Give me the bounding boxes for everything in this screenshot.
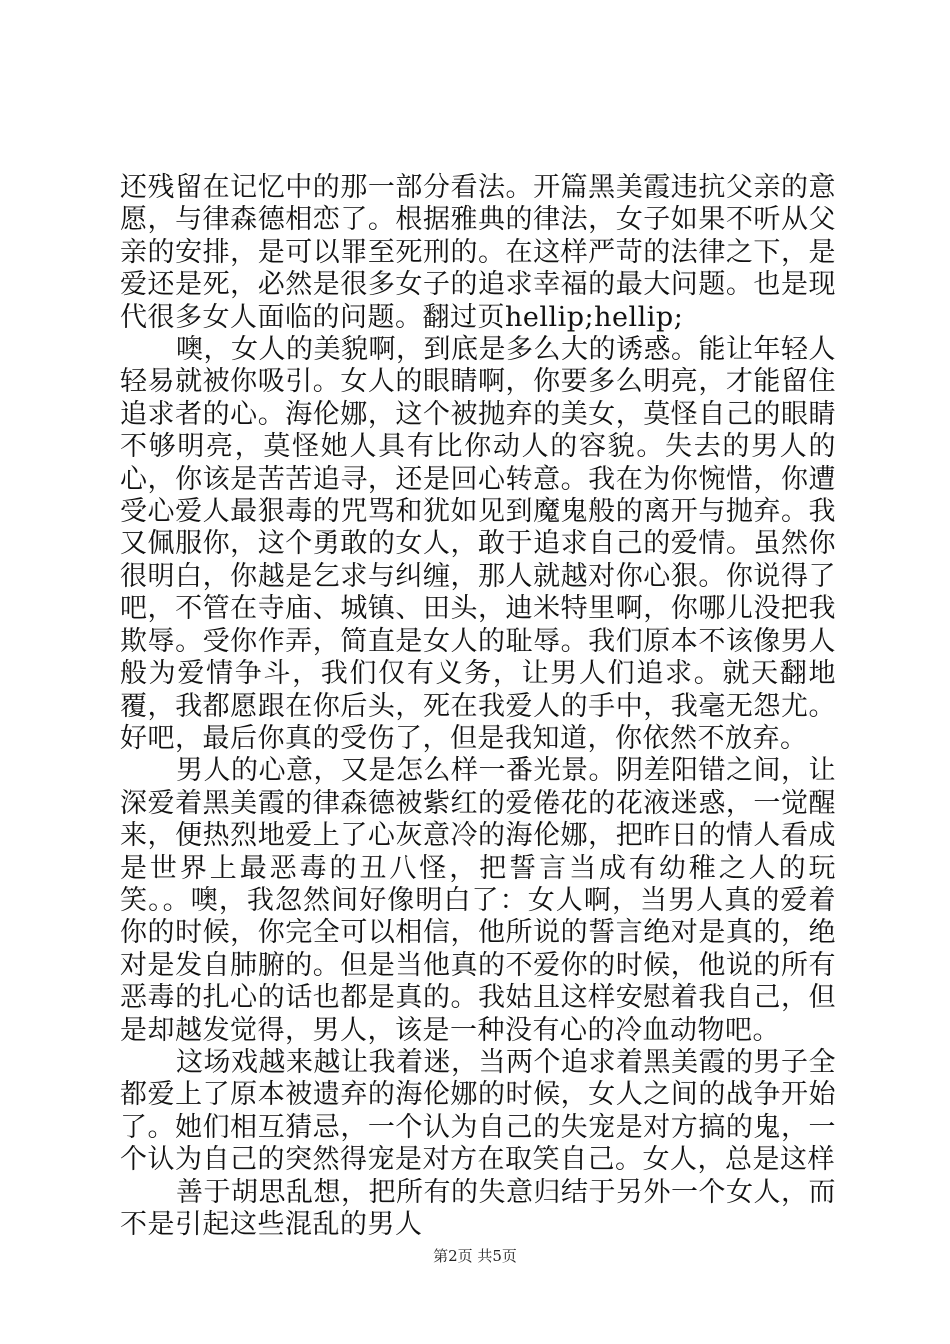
paragraph-3: 男人的心意，又是怎么样一番光景。阴差阳错之间，让深爱着黑美霞的律森德被紫红的爱倦花的花液迷惑，一觉醒来，便热烈地爱上了心灰意冷的海伦娜，把昨日的情人看成是世界上最恶毒的丑八怪，把誓言当成有幼稚之人的玩笑。。噢，我忽然间好像明白了：女人啊，当男人真的爱着你的时候，你完全可以相信，他所说的誓言绝对是真的，绝对是发自肺腑的。但是当他真的不爱你的时候，他说的所有恶毒的扎心的话也都是真的。我姑且这样安慰着我自己，但是却越发觉得，男人，该是一种没有心的冷血动物吧。 xyxy=(120,755,836,1046)
paragraph-5: 善于胡思乱想，把所有的失意归结于另外一个女人，而不是引起这些混乱的男人 xyxy=(120,1176,836,1240)
paragraph-1: 还残留在记忆中的那一部分看法。开篇黑美霞违抗父亲的意愿，与律森德相恋了。根据雅典的律法，女子如果不听从父亲的安排，是可以罪至死刑的。在这样严苛的法律之下，是爱还是死，必然是很多女子的追求幸福的最大问题。也是现代很多女人面临的问题。翻过页hellip;hellip; xyxy=(120,172,836,333)
page-number-footer: 第2页 共5页 xyxy=(433,1247,517,1265)
paragraph-2: 噢，女人的美貌啊，到底是多么大的诱惑。能让年轻人轻易就被你吸引。女人的眼睛啊，你要多么明亮，才能留住追求者的心。海伦娜，这个被抛弃的美女，莫怪自己的眼睛不够明亮，莫怪她人具有比你动人的容貌。失去的男人的心，你该是苦苦追寻，还是回心转意。我在为你惋惜，你遭受心爱人最狠毒的咒骂和犹如见到魔鬼般的离开与抛弃。我又佩服你，这个勇敢的女人，敢于追求自己的爱情。虽然你很明白，你越是乞求与纠缠，那人就越对你心狠。你说得了吧，不管在寺庙、城镇、田头，迪米特里啊，你哪儿没把我欺辱。受你作弄，简直是女人的耻辱。我们原本不该像男人般为爱情争斗，我们仅有义务，让男人们追求。就天翻地覆，我都愿跟在你后头，死在我爱人的手中，我毫无怨尤。好吧，最后你真的受伤了，但是我知道，你依然不放弃。 xyxy=(120,334,836,754)
paragraph-4: 这场戏越来越让我着迷，当两个追求着黑美霞的男子全都爱上了原本被遗弃的海伦娜的时候，女人之间的战争开始了。她们相互猜忌，一个认为自己的失宠是对方搞的鬼，一个认为自己的突然得宠是对方在取笑自己。女人，总是这样 xyxy=(120,1046,836,1176)
document-body xyxy=(120,172,836,1241)
